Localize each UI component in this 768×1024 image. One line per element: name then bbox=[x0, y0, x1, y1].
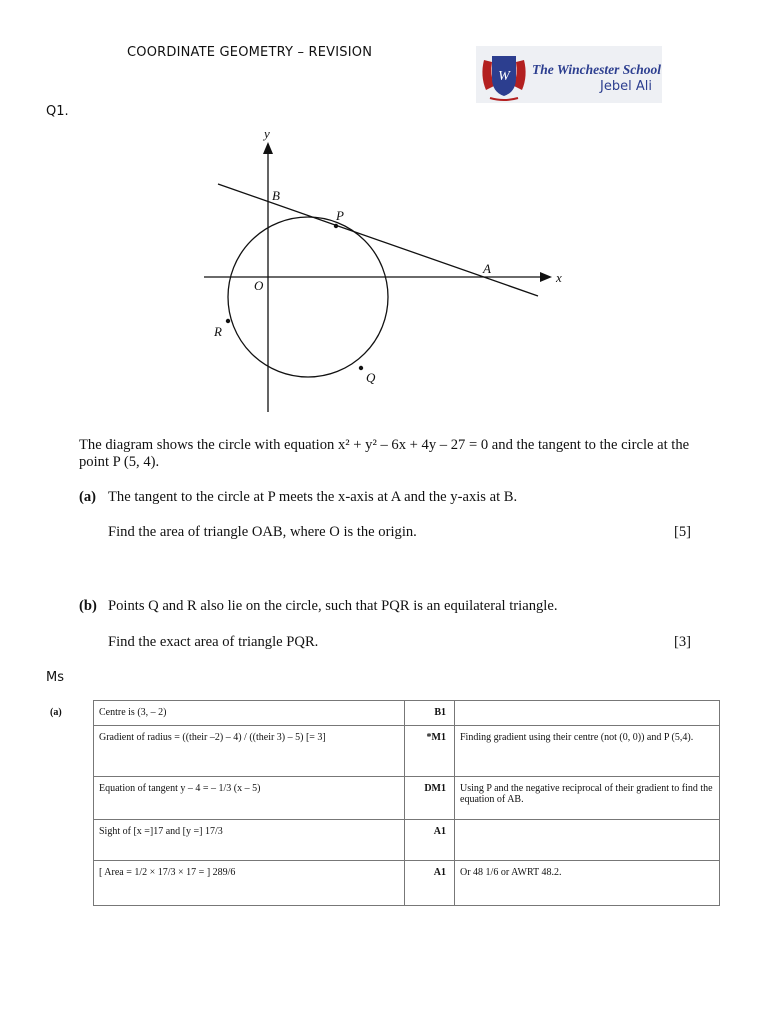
crest-icon bbox=[476, 46, 532, 103]
mark-cell: DM1 bbox=[405, 777, 455, 820]
y-axis-arrow bbox=[263, 142, 273, 154]
question-number: Q1. bbox=[46, 104, 69, 119]
point-q bbox=[359, 366, 363, 370]
guidance-cell: Using P and the negative reciprocal of their gradient to find the equation of AB. bbox=[455, 777, 720, 820]
table-row bbox=[38, 777, 720, 820]
x-axis-arrow bbox=[540, 272, 552, 282]
table-row bbox=[38, 906, 720, 907]
markscheme-part: (a) bbox=[38, 701, 94, 726]
point-p bbox=[334, 224, 338, 228]
markscheme-heading: Ms bbox=[46, 670, 64, 685]
part-a-text: The tangent to the circle at P meets the x-axis at A and the y-axis at B. bbox=[108, 489, 518, 505]
answer-cell: Centre is (3, – 2) bbox=[94, 701, 405, 726]
svg-text:W: W bbox=[498, 69, 510, 84]
table-row bbox=[38, 820, 720, 861]
answer-cell: Gradient of radius = ((their –2) – 4) / ((their 3) – 5) [= 3] bbox=[94, 726, 405, 777]
label-q: Q bbox=[366, 370, 376, 385]
label-a: A bbox=[483, 261, 491, 276]
table-row bbox=[38, 726, 720, 777]
mark-cell: B1 bbox=[405, 701, 455, 726]
part-b-label: (b) bbox=[79, 598, 97, 614]
guidance-cell: Or 48 1/6 or AWRT 48.2. bbox=[455, 861, 720, 906]
part-b-marks: [3] bbox=[674, 634, 692, 650]
question-intro: The diagram shows the circle with equation x² + y² – 6x + 4y – 27 = 0 and the tangent to the circle at the point P (5, 4). bbox=[79, 437, 690, 470]
part-b-find: Find the exact area of triangle PQR. bbox=[108, 634, 319, 650]
guidance-cell bbox=[455, 820, 720, 861]
markscheme-table bbox=[38, 700, 720, 906]
part-a-find: Find the area of triangle OAB, where O is the origin. bbox=[108, 524, 417, 540]
mark-cell: A1 bbox=[405, 820, 455, 861]
circle bbox=[228, 217, 388, 377]
school-logo bbox=[476, 46, 662, 103]
point-r bbox=[226, 319, 230, 323]
label-x: x bbox=[556, 270, 562, 285]
label-p: P bbox=[336, 208, 344, 223]
label-r: R bbox=[214, 324, 222, 339]
circle-tangent-diagram bbox=[190, 120, 580, 420]
part-b-text: Points Q and R also lie on the circle, such that PQR is an equilateral triangle. bbox=[108, 598, 558, 614]
logo-location: Jebel Ali bbox=[600, 79, 652, 94]
answer-cell: Equation of tangent y – 4 = – 1/3 (x – 5) bbox=[94, 777, 405, 820]
answer-cell: [ Area = 1/2 × 17/3 × 17 = ] 289/6 bbox=[94, 861, 405, 906]
answer-cell: Sight of [x =]17 and [y =] 17/3 bbox=[94, 820, 405, 861]
part-a-label: (a) bbox=[79, 489, 97, 505]
table-row bbox=[38, 701, 720, 726]
label-y: y bbox=[264, 126, 270, 141]
part-a-marks: [5] bbox=[674, 524, 692, 540]
label-b: B bbox=[272, 188, 280, 203]
tangent-line bbox=[218, 184, 538, 296]
table-row bbox=[38, 861, 720, 906]
page-title: COORDINATE GEOMETRY – REVISION bbox=[127, 45, 373, 60]
logo-school-name: The Winchester School bbox=[532, 62, 662, 77]
guidance-cell bbox=[455, 701, 720, 726]
guidance-cell: Finding gradient using their centre (not (0, 0)) and P (5,4). bbox=[455, 726, 720, 777]
mark-cell: *M1 bbox=[405, 726, 455, 777]
mark-cell: A1 bbox=[405, 861, 455, 906]
label-o: O bbox=[254, 278, 264, 293]
